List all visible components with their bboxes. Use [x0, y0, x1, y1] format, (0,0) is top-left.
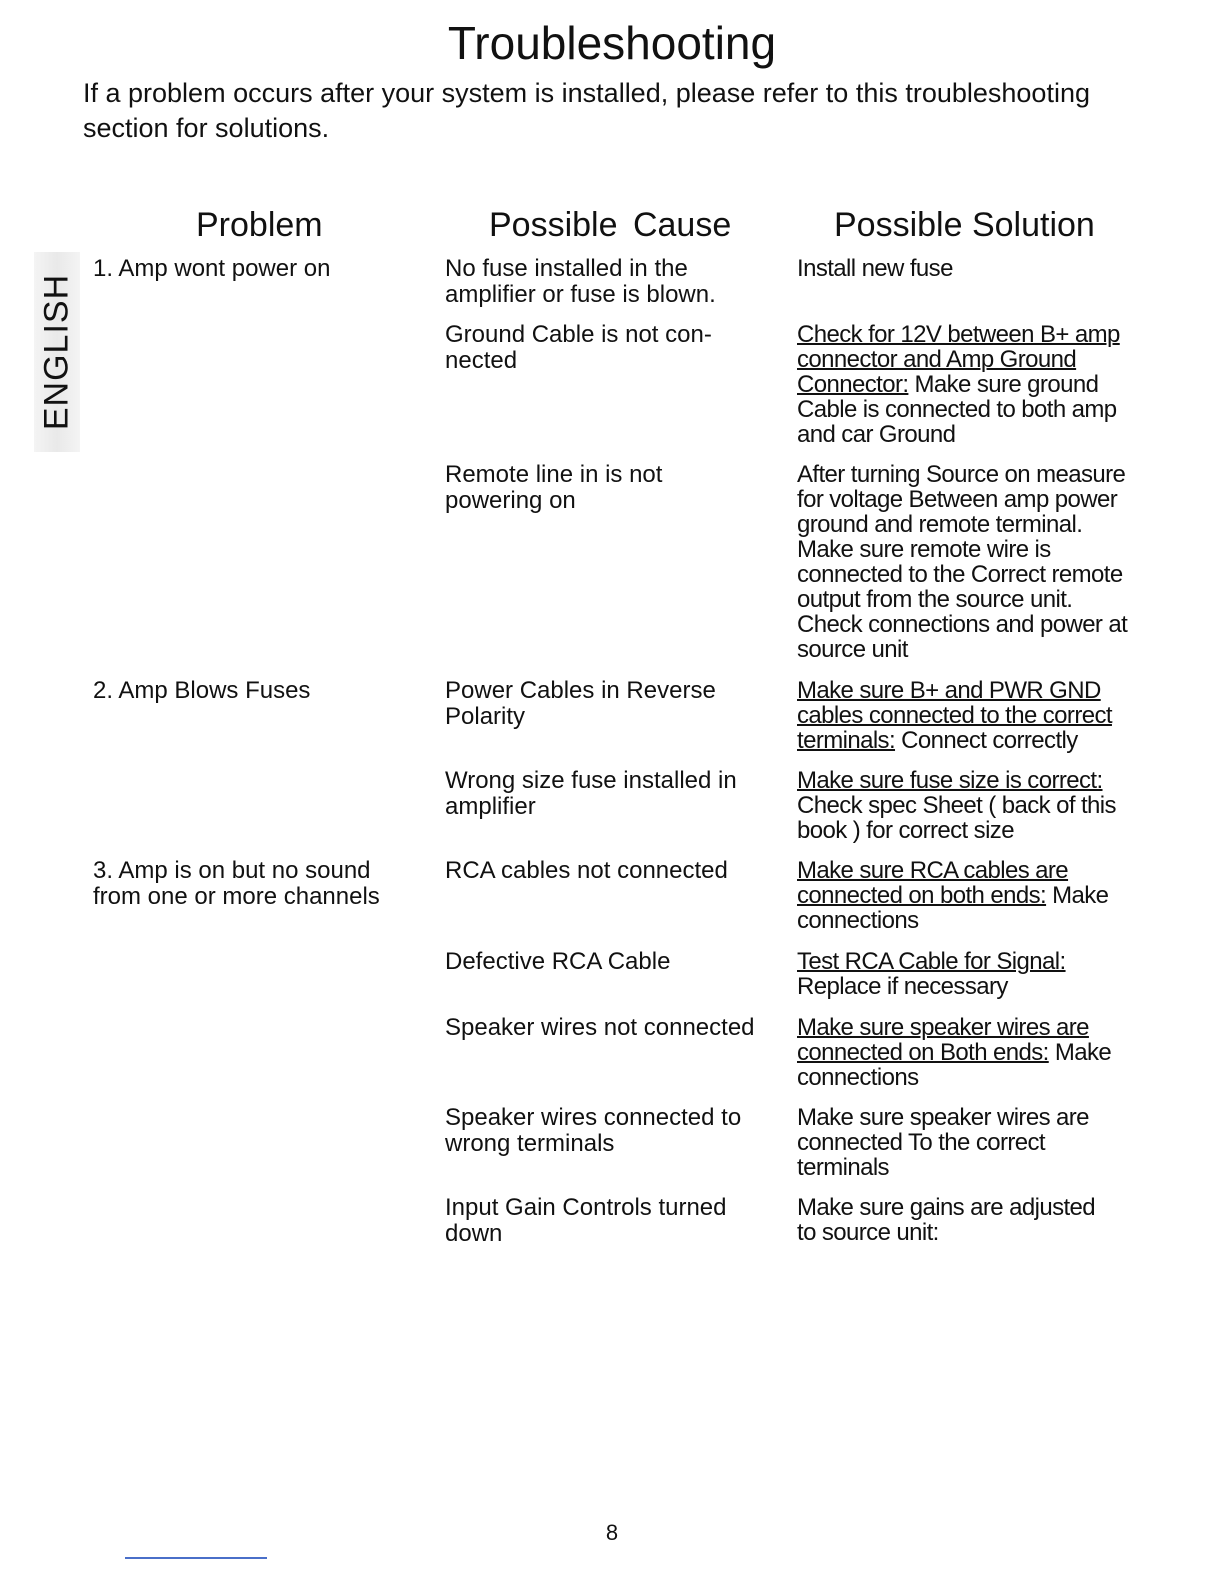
solution-text [797, 949, 1142, 999]
solution-text [797, 256, 1142, 281]
page-title: Troubleshooting [447, 17, 777, 69]
solution-underlined: Check for 12V between B+ amp connector and Amp Ground Connector: [797, 321, 1120, 398]
cause-text: RCA cables not connected [445, 857, 728, 884]
language-side-label: ENGLISH [37, 273, 76, 431]
solution-plain: Make sure gains are adjusted to source unit: [797, 1194, 1096, 1246]
cause-text: Defective RCA Cable [445, 948, 671, 975]
problem-text: 3. Amp is on but no sound from one or more channels [93, 857, 380, 910]
column-header-solution: Possible Solution [834, 206, 1095, 244]
solution-underlined: Make sure RCA cables are connected on both ends: [797, 857, 1069, 909]
solution-underlined: Test RCA Cable for Signal: [797, 948, 1066, 975]
column-header-cause: Possible Cause [489, 206, 732, 244]
solution-plain: Make sure speaker wires are connected To the correct terminals [797, 1104, 1089, 1181]
solution-plain: Connect correctly [895, 727, 1078, 754]
cause-text: Power Cables in Reverse Polarity [445, 677, 716, 730]
solution-text [797, 462, 1142, 662]
cause-text: Ground Cable is not con-nected [445, 321, 712, 374]
solution-text [797, 768, 1142, 843]
cause-text: Wrong size fuse installed in amplifier [445, 767, 737, 820]
solution-plain: Make connections [797, 882, 1109, 934]
solution-plain: Install new fuse [797, 255, 953, 282]
solution-plain: Make connections [797, 1039, 1112, 1091]
problem-text: 2. Amp Blows Fuses [93, 677, 311, 704]
solution-plain: Check spec Sheet ( back of this book ) for correct size [797, 792, 1116, 844]
footer-rule [125, 1557, 267, 1559]
solution-text [797, 1015, 1142, 1090]
problem-text: 1. Amp wont power on [93, 255, 331, 282]
solution-underlined: Make sure fuse size is correct: [797, 767, 1103, 794]
page-number: 8 [605, 1520, 619, 1545]
solution-text [797, 678, 1142, 753]
solution-plain: Replace if necessary [797, 973, 1008, 1000]
cause-text: No fuse installed in the amplifier or fuse is blown. [445, 255, 716, 308]
solution-text [797, 1195, 1117, 1245]
solution-underlined: Make sure speaker wires are connected on Both ends: [797, 1014, 1089, 1066]
cause-text: Remote line in is not powering on [445, 461, 663, 514]
solution-plain: Make sure ground Cable is connected to both amp and car Ground [797, 371, 1117, 448]
column-header-problem: Problem [196, 206, 323, 244]
cause-text: Input Gain Controls turned down [445, 1194, 727, 1247]
intro-paragraph: If a problem occurs after your system is installed, please refer to this troubleshooting section for solutions. [83, 78, 1090, 143]
cause-text: Speaker wires connected to wrong terminals [445, 1104, 742, 1157]
solution-text [797, 858, 1142, 933]
solution-underlined: Make sure B+ and PWR GND cables connected to the correct terminals: [797, 677, 1112, 754]
solution-text [797, 322, 1142, 447]
cause-text: Speaker wires not connected [445, 1014, 755, 1041]
solution-text [797, 1105, 1107, 1180]
solution-plain: After turning Source on measure for voltage Between amp power ground and remote terminal. Make sure remote wire is connected to the Correct remote output from the source unit. Check connections and power at source unit [797, 461, 1128, 663]
